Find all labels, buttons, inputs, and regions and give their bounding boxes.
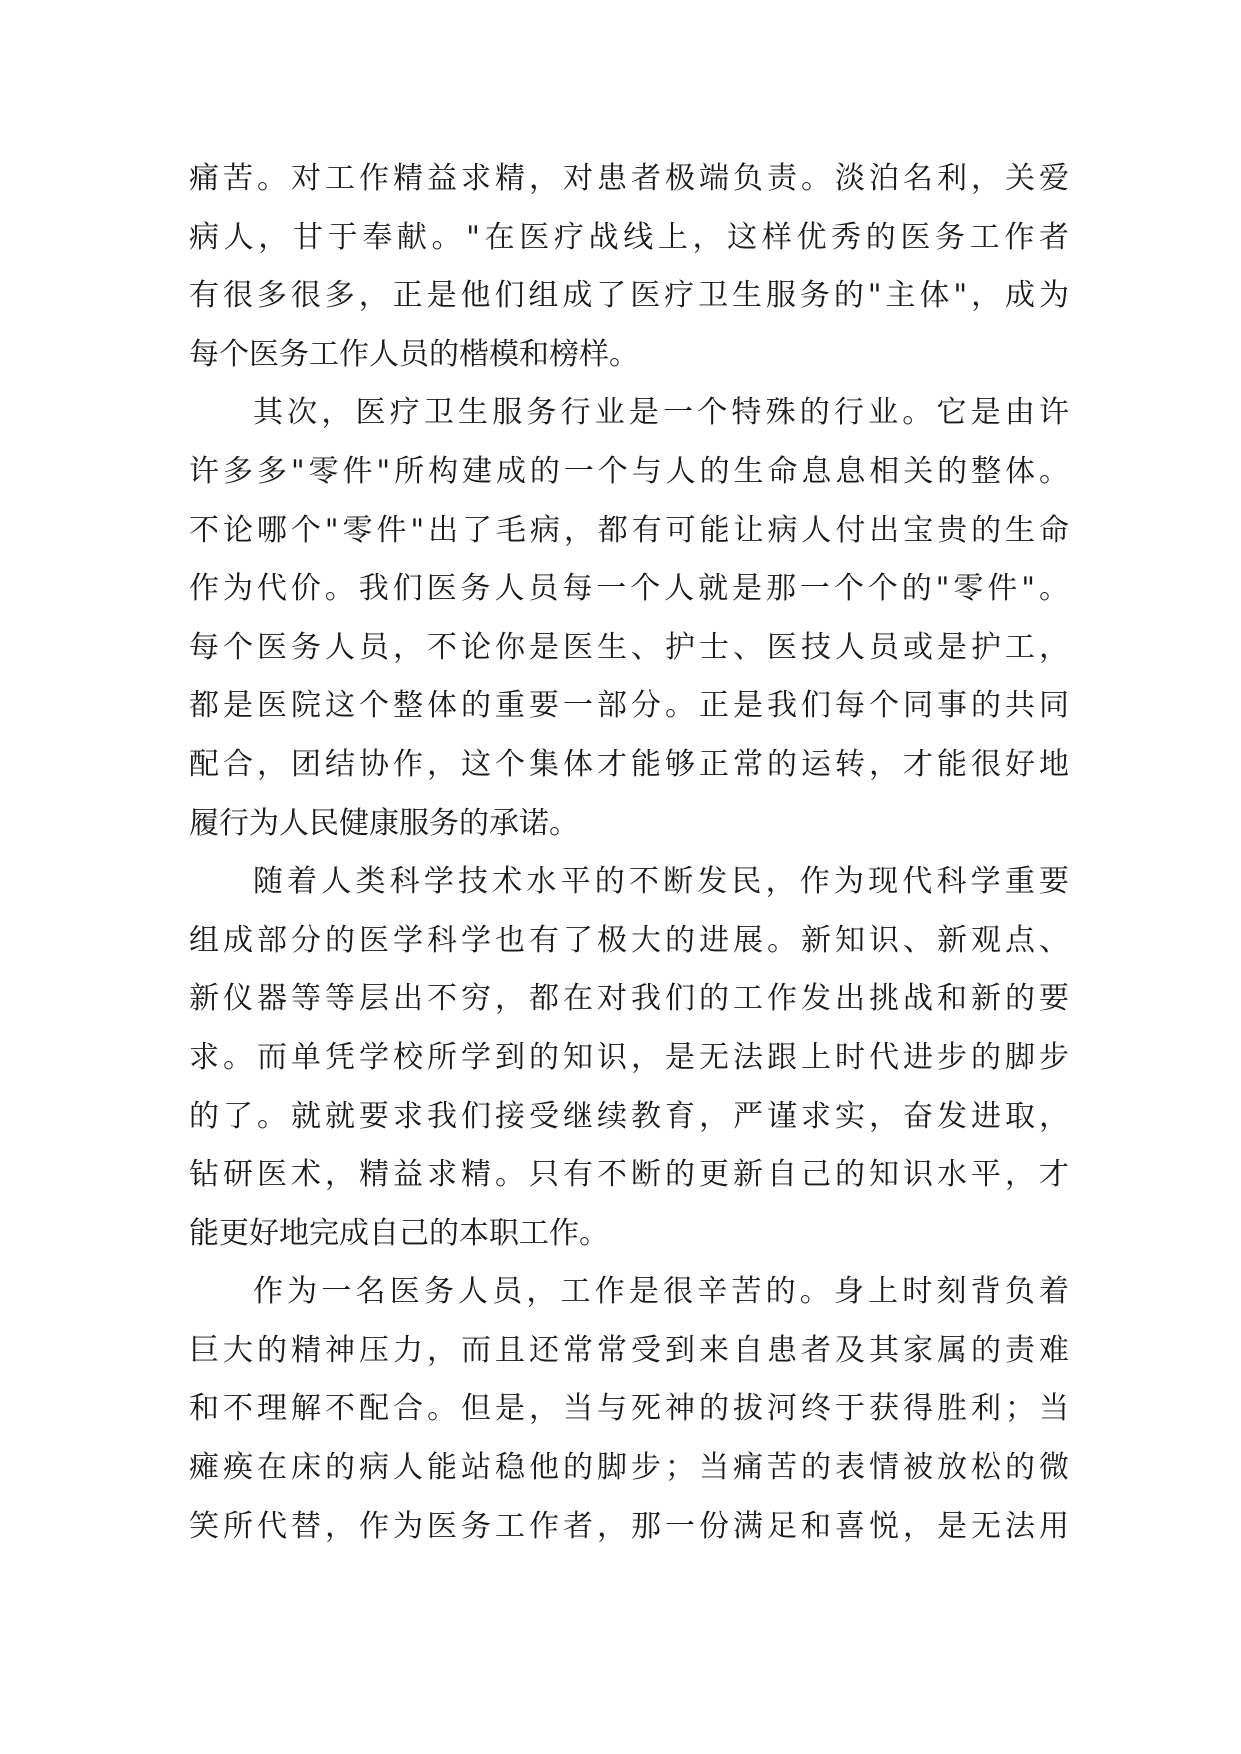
text-line: 组成部分的医学科学也有了极大的进展。新知识、新观点、 [189,922,1069,958]
paragraph [189,150,1069,384]
body-text [189,150,1069,1556]
text-line: 和不理解不配合。但是，当与死神的拔河终于获得胜利；当 [189,1391,1069,1427]
text-line: 每个医务人员，不论你是医生、护士、医技人员或是护工， [189,629,1069,665]
text-line: 配合，团结协作，这个集体才能够正常的运转，才能很好地 [189,746,1069,782]
text-line: 许多多"零件"所构建成的一个与人的生命息息相关的整体。 [189,453,1069,489]
text-line: 求。而单凭学校所学到的知识，是无法跟上时代进步的脚步 [189,1039,1069,1075]
text-line: 痛苦。对工作精益求精，对患者极端负责。淡泊名利，关爱 [189,161,1069,196]
text-line: 都是医院这个整体的重要一部分。正是我们每个同事的共同 [189,688,1069,724]
text-line: 病人，甘于奉献。"在医疗战线上，这样优秀的医务工作者 [189,219,1069,255]
text-line: 其次，医疗卫生服务行业是一个特殊的行业。它是由许 [253,395,1069,431]
text-line: 笑所代替，作为医务工作者，那一份满足和喜悦，是无法用 [189,1508,1069,1544]
text-line: 的了。就就要求我们接受继续教育，严谨求实，奋发进取， [189,1098,1069,1134]
text-line: 随着人类科学技术水平的不断发民，作为现代科学重要 [253,864,1069,900]
text-line: 作为代价。我们医务人员每一个人就是那一个个的"零件"。 [189,571,1069,607]
text-line: 每个医务工作人员的楷模和榜样。 [189,336,639,372]
paragraph [189,1263,1069,1556]
text-line: 履行为人民健康服务的承诺。 [189,805,579,841]
text-line: 瘫痪在床的病人能站稳他的脚步；当痛苦的表情被放松的微 [189,1450,1069,1486]
text-line: 新仪器等等层出不穷，都在对我们的工作发出挑战和新的要 [189,981,1069,1017]
text-line: 不论哪个"零件"出了毛病，都有可能让病人付出宝贵的生命 [189,512,1069,548]
paragraph [189,384,1069,853]
paragraph [189,853,1069,1263]
text-line: 作为一名医务人员，工作是很辛苦的。身上时刻背负着 [253,1274,1069,1310]
text-line: 巨大的精神压力，而且还常常受到来自患者及其家属的责难 [189,1332,1069,1368]
text-line: 有很多很多，正是他们组成了医疗卫生服务的"主体"，成为 [189,278,1069,314]
text-line: 钻研医术，精益求精。只有不断的更新自己的知识水平，才 [189,1157,1069,1193]
text-line: 能更好地完成自己的本职工作。 [189,1215,609,1251]
